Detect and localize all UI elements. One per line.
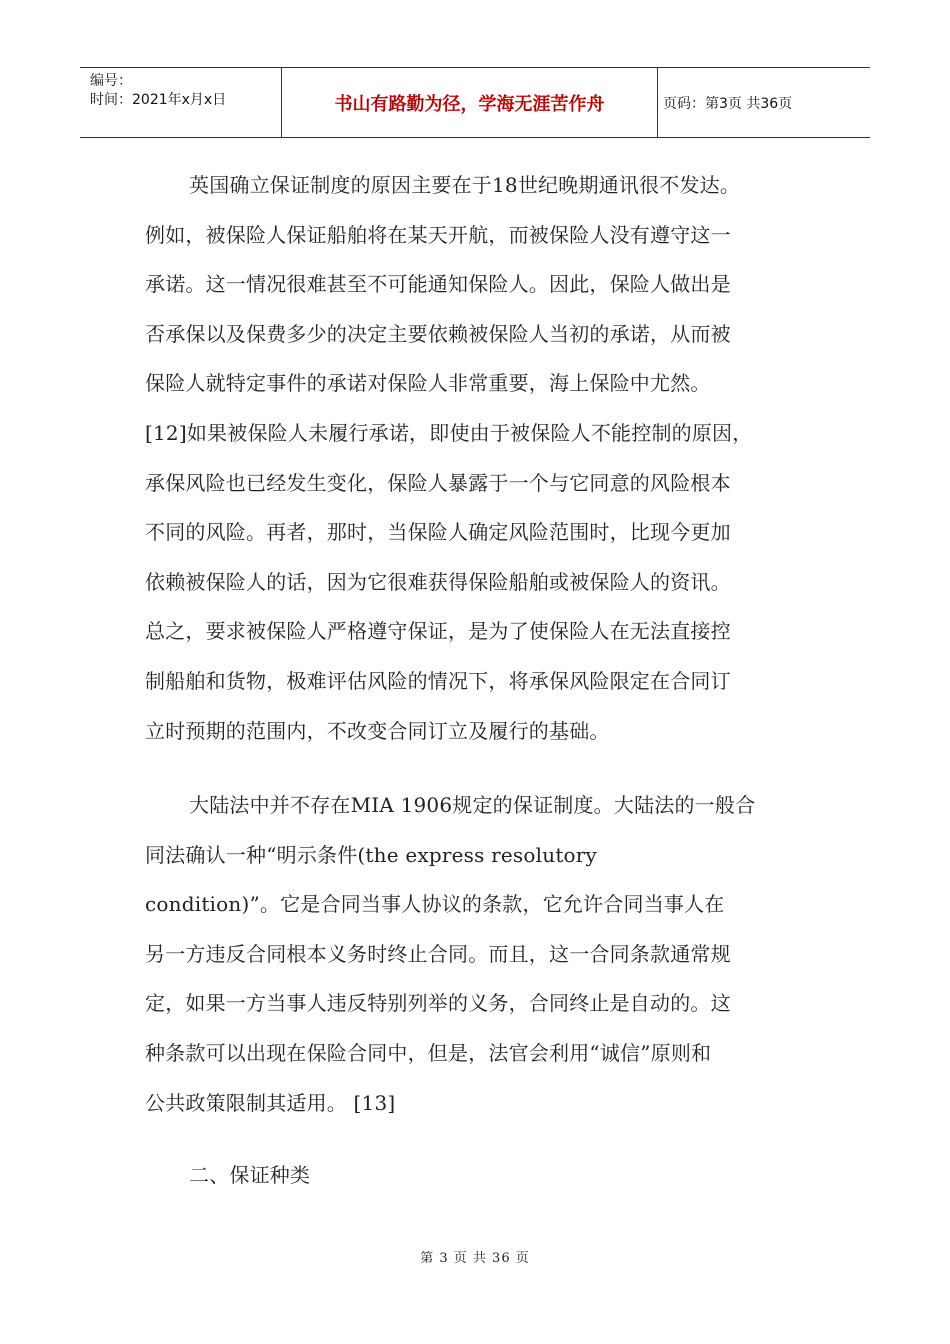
header-page-info: 页码：第3页 共36页 [663, 95, 793, 112]
document-time-label: 时间：2021年x月x日 [90, 92, 227, 108]
text-line: 保险人就特定事件的承诺对保险人非常重要，海上保险中尤然。 [145, 371, 711, 396]
text-line: condition)”。它是合同当事人协议的条款，它允许合同当事人在 [145, 892, 725, 917]
text-line: 承保风险也已经发生变化，保险人暴露于一个与它同意的风险根本 [145, 470, 731, 495]
header-motto: 书山有路勤为径，学海无涯苦作舟 [282, 68, 658, 137]
page-header [80, 67, 870, 138]
section-heading: 二、保证种类 [189, 1163, 311, 1187]
text-line: 例如，被保险人保证船舶将在某天开航，而被保险人没有遵守这一 [145, 222, 731, 247]
section-heading-block [145, 1151, 805, 1201]
paragraph-2 [145, 781, 805, 1128]
text-line: 定，如果一方当事人违反特别列举的义务，合同终止是自动的。这 [145, 991, 731, 1016]
text-line: 种条款可以出现在保险合同中，但是，法官会利用“诚信”原则和 [145, 1040, 712, 1065]
text-line: 大陆法中并不存在MIA 1906规定的保证制度。大陆法的一般合 [189, 793, 756, 817]
text-line: 公共政策限制其适用。 [13] [145, 1090, 396, 1115]
paragraph-1 [145, 161, 805, 756]
text-line: 总之，要求被保险人严格遵守保证，是为了使保险人在无法直接控 [145, 619, 731, 644]
text-line: 否承保以及保费多少的决定主要依赖被保险人当初的承诺，从而被 [145, 321, 731, 346]
page-footer: 第 3 页 共 36 页 [420, 1251, 530, 1266]
document-number-label: 编号： [90, 73, 132, 89]
text-line: 依赖被保险人的话，因为它很难获得保险船舶或被保险人的资讯。 [145, 569, 731, 594]
text-line: 立时预期的范围内，不改变合同订立及履行的基础。 [145, 718, 610, 743]
text-line: [12]如果被保险人未履行承诺，即使由于被保险人不能控制的原因， [145, 420, 753, 445]
text-line: 英国确立保证制度的原因主要在于18世纪晚期通讯很不发达。 [189, 173, 741, 197]
text-line: 承诺。这一情况很难甚至不可能通知保险人。因此，保险人做出是 [145, 272, 731, 297]
header-meta [80, 68, 282, 137]
text-line: 另一方违反合同根本义务时终止合同。而且，这一合同条款通常规 [145, 941, 731, 966]
text-line: 不同的风险。再者，那时，当保险人确定风险范围时，比现今更加 [145, 520, 731, 545]
text-line: 制船舶和货物，极难评估风险的情况下，将承保风险限定在合同订 [145, 668, 731, 693]
text-line: 同法确认一种“明示条件(the express resolutory [145, 842, 598, 867]
